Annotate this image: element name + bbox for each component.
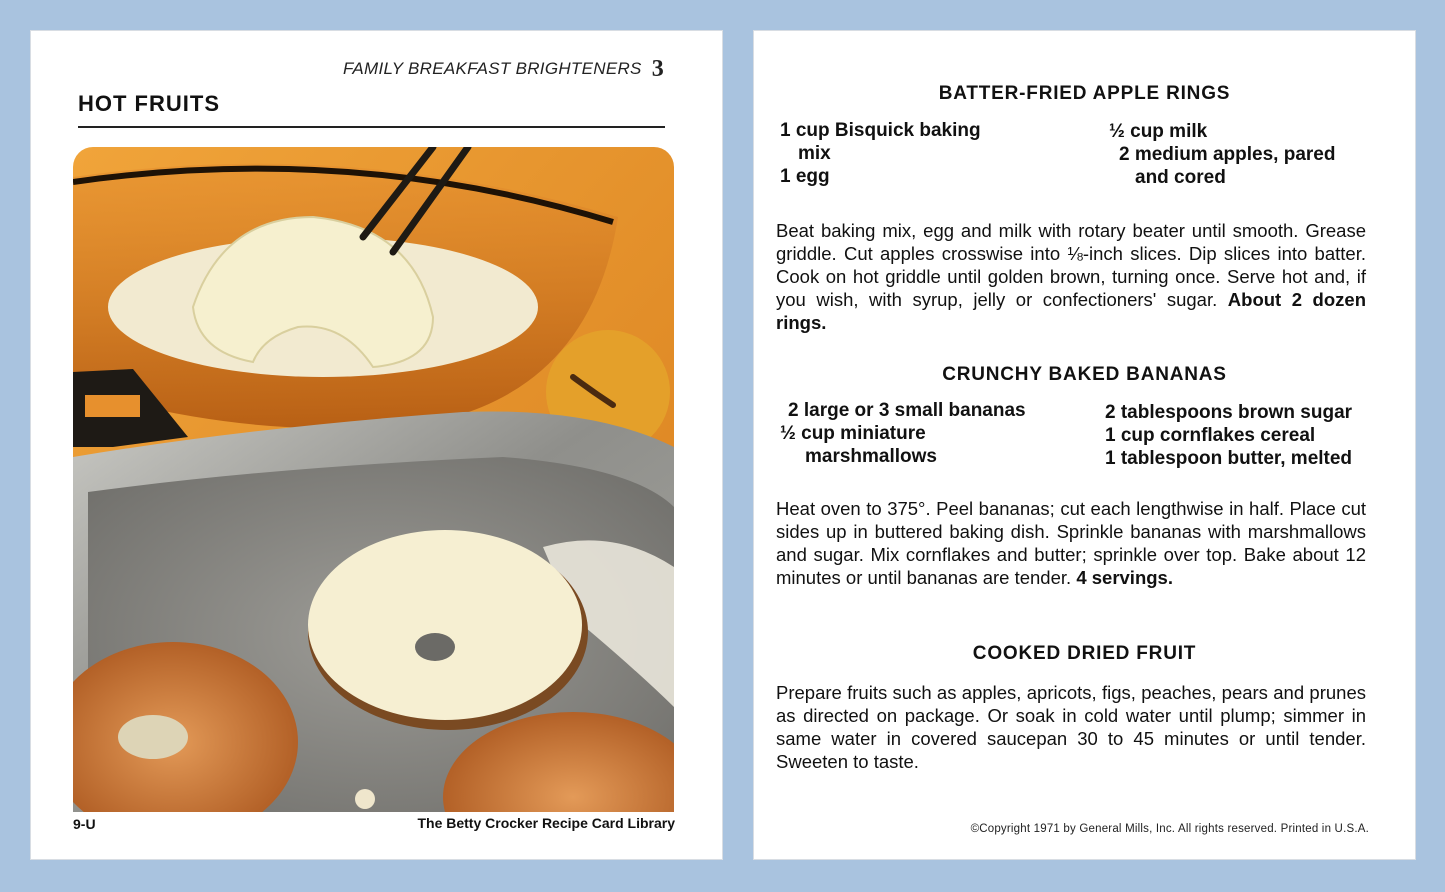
ingredients-left-apple-rings: [780, 119, 981, 188]
library-name: The Betty Crocker Recipe Card Library: [417, 815, 675, 831]
card-code: 9-U: [73, 816, 96, 832]
front-card: [31, 31, 722, 859]
series-name: FAMILY BREAKFAST BRIGHTENERS: [342, 59, 642, 78]
recipe-photo: [73, 147, 674, 812]
recipe-title-bananas: CRUNCHY BAKED BANANAS: [942, 364, 1227, 385]
ingredient: and cored: [1135, 167, 1226, 188]
title-divider: [78, 126, 665, 128]
method-dried-fruit: [776, 681, 1366, 773]
recipe-title-dried-fruit: COOKED DRIED FRUIT: [972, 643, 1197, 664]
ingredient: 2 medium apples, pared: [1119, 144, 1336, 165]
ingredient: ½ cup milk: [1109, 121, 1208, 142]
recipe-title-apple-rings: BATTER-FRIED APPLE RINGS: [938, 83, 1231, 104]
method-bananas: [776, 497, 1366, 589]
yield-text: 4 servings.: [1076, 567, 1173, 588]
ingredient: 2 tablespoons brown sugar: [1105, 402, 1353, 423]
ingredient: 1 cup cornflakes cereal: [1105, 425, 1316, 446]
ingredient: ½ cup miniature: [780, 423, 926, 444]
series-number: 3: [651, 56, 664, 82]
series-label: [343, 56, 664, 83]
ingredient: 1 tablespoon butter, melted: [1105, 448, 1353, 469]
method-text: Beat baking mix, egg and milk with rotary beater until smooth. Grease griddle. Cut apples crosswise into ⅛-inch slices. Dip slices into batter. Cook on hot griddle until golden brown, turning once. Serve hot and, if you wish, with syrup, jelly or confectioners' sugar.: [776, 220, 1366, 310]
back-card: [754, 31, 1415, 859]
ingredients-left-bananas: [780, 399, 1026, 468]
ingredients-right-bananas: [1105, 401, 1352, 470]
copyright: ©Copyright 1971 by General Mills, Inc. All rights reserved. Printed in U.S.A.: [970, 823, 1369, 835]
method-text: Heat oven to 375°. Peel bananas; cut each lengthwise in half. Place cut sides up in buttered baking dish. Sprinkle bananas with marshmallows and sugar. Mix cornflakes and butter; sprinkle over top. Bake about 12 minutes or until bananas are tender.: [776, 498, 1366, 588]
ingredient: mix: [798, 143, 831, 164]
method-text: Prepare fruits such as apples, apricots, figs, peaches, pears and prunes as directed on package. Or soak in cold water until plump; simmer in same water in covered saucepan 30 to 45 minutes or until tender. Sweeten to taste.: [776, 682, 1366, 772]
ingredient: 2 large or 3 small bananas: [788, 400, 1026, 421]
ingredient: 1 egg: [780, 166, 830, 187]
ingredient: marshmallows: [805, 446, 937, 467]
ingredients-right-apple-rings: [1109, 120, 1335, 189]
card-title: HOT FRUITS: [78, 91, 220, 116]
yield-text: About 2 dozen rings.: [776, 289, 1366, 333]
method-apple-rings: [776, 219, 1366, 334]
batter-ring: [308, 530, 582, 720]
ingredient: 1 cup Bisquick baking: [780, 120, 981, 141]
